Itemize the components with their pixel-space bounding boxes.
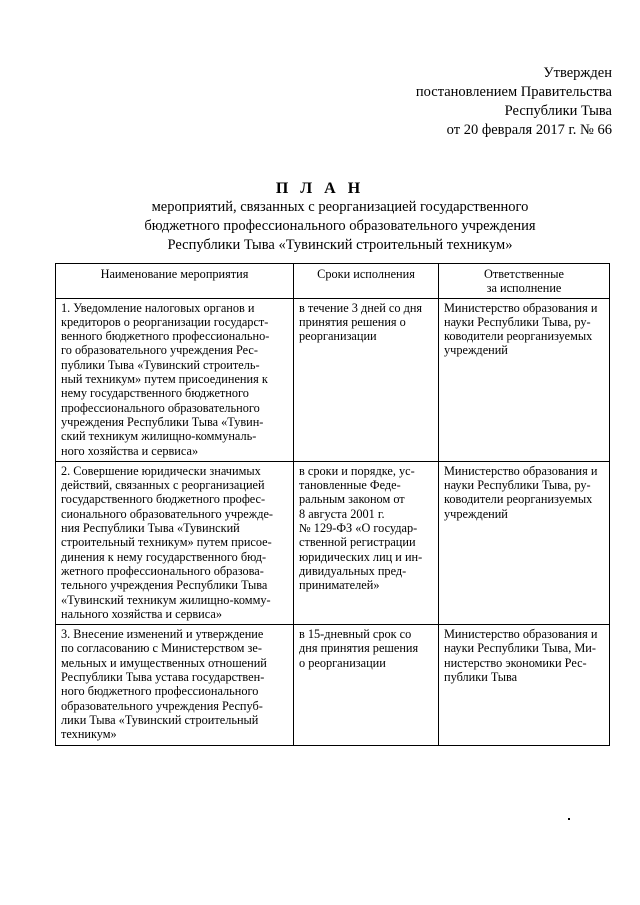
cell-name-line: техникум» [61,727,117,742]
cell-name-line: ного бюджетного профессионального [61,684,259,699]
header-responsible-line: Ответственные [484,267,564,281]
cell-name-line: образовательного учреждения Респуб- [61,698,263,713]
cell-deadline-line: о реорганизации [299,655,386,670]
header-responsible [439,264,610,299]
cell-responsible [439,625,610,745]
scan-dot [568,818,570,820]
approval-line: Республики Тыва [504,103,612,119]
plan-title: П Л А Н [275,180,365,197]
cell-deadline-line: ственной регистрации [299,535,416,550]
cell-name-line: 3. Внесение изменений и утверждение [61,627,264,642]
cell-deadline-line: дня принятия решения [299,641,419,656]
cell-responsible-line: ководители реорганизуемых [444,329,593,344]
cell-deadline-line: № 129-ФЗ «О государ- [299,521,418,536]
cell-name-line: профессионального образовательного [61,400,260,415]
cell-deadline-line: 8 августа 2001 г. [299,506,385,521]
subtitle-line: бюджетного профессионального образовательного учреждения [144,218,536,234]
cell-responsible [439,298,610,461]
cell-name-line: нального хозяйства и сервиса» [61,606,222,621]
cell-name-line: лики Тыва «Тувинский строительный [61,712,259,727]
cell-name-line: венного бюджетного профессионально- [61,329,270,344]
cell-deadline-line: ральным законом от [299,492,405,507]
cell-name-line: го образовательного учреждения Рес- [61,343,258,358]
cell-name-line: динения к нему государственного бюд- [61,549,267,564]
cell-responsible-line: науки Республики Тыва, ру- [444,478,591,493]
cell-name-line: нему государственного бюджетного [61,386,249,401]
approval-block [380,64,612,140]
cell-responsible-line: ководители реорганизуемых [444,492,593,507]
cell-name-line: Республики Тыва устава государствен- [61,670,265,685]
cell-name-line: по согласованию с Министерством зе- [61,641,262,656]
subtitle-line: Республики Тыва «Тувинский строительный техникум» [167,237,513,253]
cell-name-line: сионального образовательного учрежде- [61,506,274,521]
cell-name [56,298,294,461]
cell-name-line: тельного учреждения Республики Тыва [61,578,268,593]
table-row [56,298,610,461]
cell-name-line: мельных и имущественных отношений [61,655,267,670]
cell-responsible-line: науки Республики Тыва, ру- [444,314,591,329]
cell-deadline [294,298,439,461]
cell-name-line: ного хозяйства и сервиса» [61,443,199,458]
approval-line: от 20 февраля 2017 г. № 66 [446,122,612,138]
cell-deadline-line: дивидуальных пред- [299,563,407,578]
cell-deadline-line: принимателей» [299,578,380,593]
cell-name-line: строительный техникум» путем присое- [61,535,272,550]
cell-name-line: публики Тыва «Тувинский строитель- [61,357,260,372]
cell-name-line: ный техникум» путем присоединения к [61,372,268,387]
header-deadline: Сроки исполнения [294,264,439,299]
cell-name-line: 1. Уведомление налоговых органов и [61,300,255,315]
cell-deadline-line: в сроки и порядке, ус- [299,463,415,478]
cell-name-line: ния Республики Тыва «Тувинский [61,521,240,536]
cell-name-line: жетного профессионального образова- [61,563,264,578]
header-responsible-line: за исполнение [486,281,562,296]
cell-deadline-line: в течение 3 дней со дня [299,300,423,315]
cell-name-line: кредиторов о реорганизации государст- [61,314,269,329]
cell-name [56,461,294,624]
cell-deadline-line: юридических лиц и ин- [299,549,423,564]
plan-subtitle [40,198,640,255]
cell-deadline [294,461,439,624]
cell-responsible-line: науки Республики Тыва, Ми- [444,641,596,656]
cell-deadline-line: в 15-дневный срок со [299,627,412,642]
cell-responsible-line: Министерство образования и [444,463,598,478]
table-row [56,625,610,745]
cell-deadline [294,625,439,745]
header-name: Наименование мероприятия [56,264,294,299]
subtitle-line: мероприятий, связанных с реорганизацией государственного [151,199,529,215]
cell-name-line: ский техникум жилищно-коммуналь- [61,429,257,444]
table-header-row [56,264,610,299]
cell-responsible-line: нистерство экономики Рес- [444,655,587,670]
approval-line: постановлением Правительства [415,84,612,100]
cell-responsible-line: Министерство образования и [444,627,598,642]
cell-name-line: 2. Совершение юридически значимых [61,463,261,478]
cell-responsible-line: учреждений [444,343,508,358]
cell-deadline-line: принятия решения о [299,314,406,329]
cell-responsible-line: Министерство образования и [444,300,598,315]
cell-deadline-line: реорганизации [299,329,377,344]
cell-responsible [439,461,610,624]
cell-responsible-line: учреждений [444,506,508,521]
cell-name-line: учреждения Республики Тыва «Тувин- [61,414,264,429]
table-body [56,298,610,745]
approval-line: Утвержден [543,65,612,81]
cell-name-line: «Тувинский техникум жилищно-комму- [61,592,271,607]
table-row [56,461,610,624]
cell-deadline-line: тановленные Феде- [299,478,401,493]
cell-name-line: действий, связанных с реорганизацией [61,478,265,493]
cell-name-line: государственного бюджетного профес- [61,492,266,507]
cell-responsible-line: публики Тыва [444,670,518,685]
cell-name [56,625,294,745]
plan-table [55,263,610,746]
